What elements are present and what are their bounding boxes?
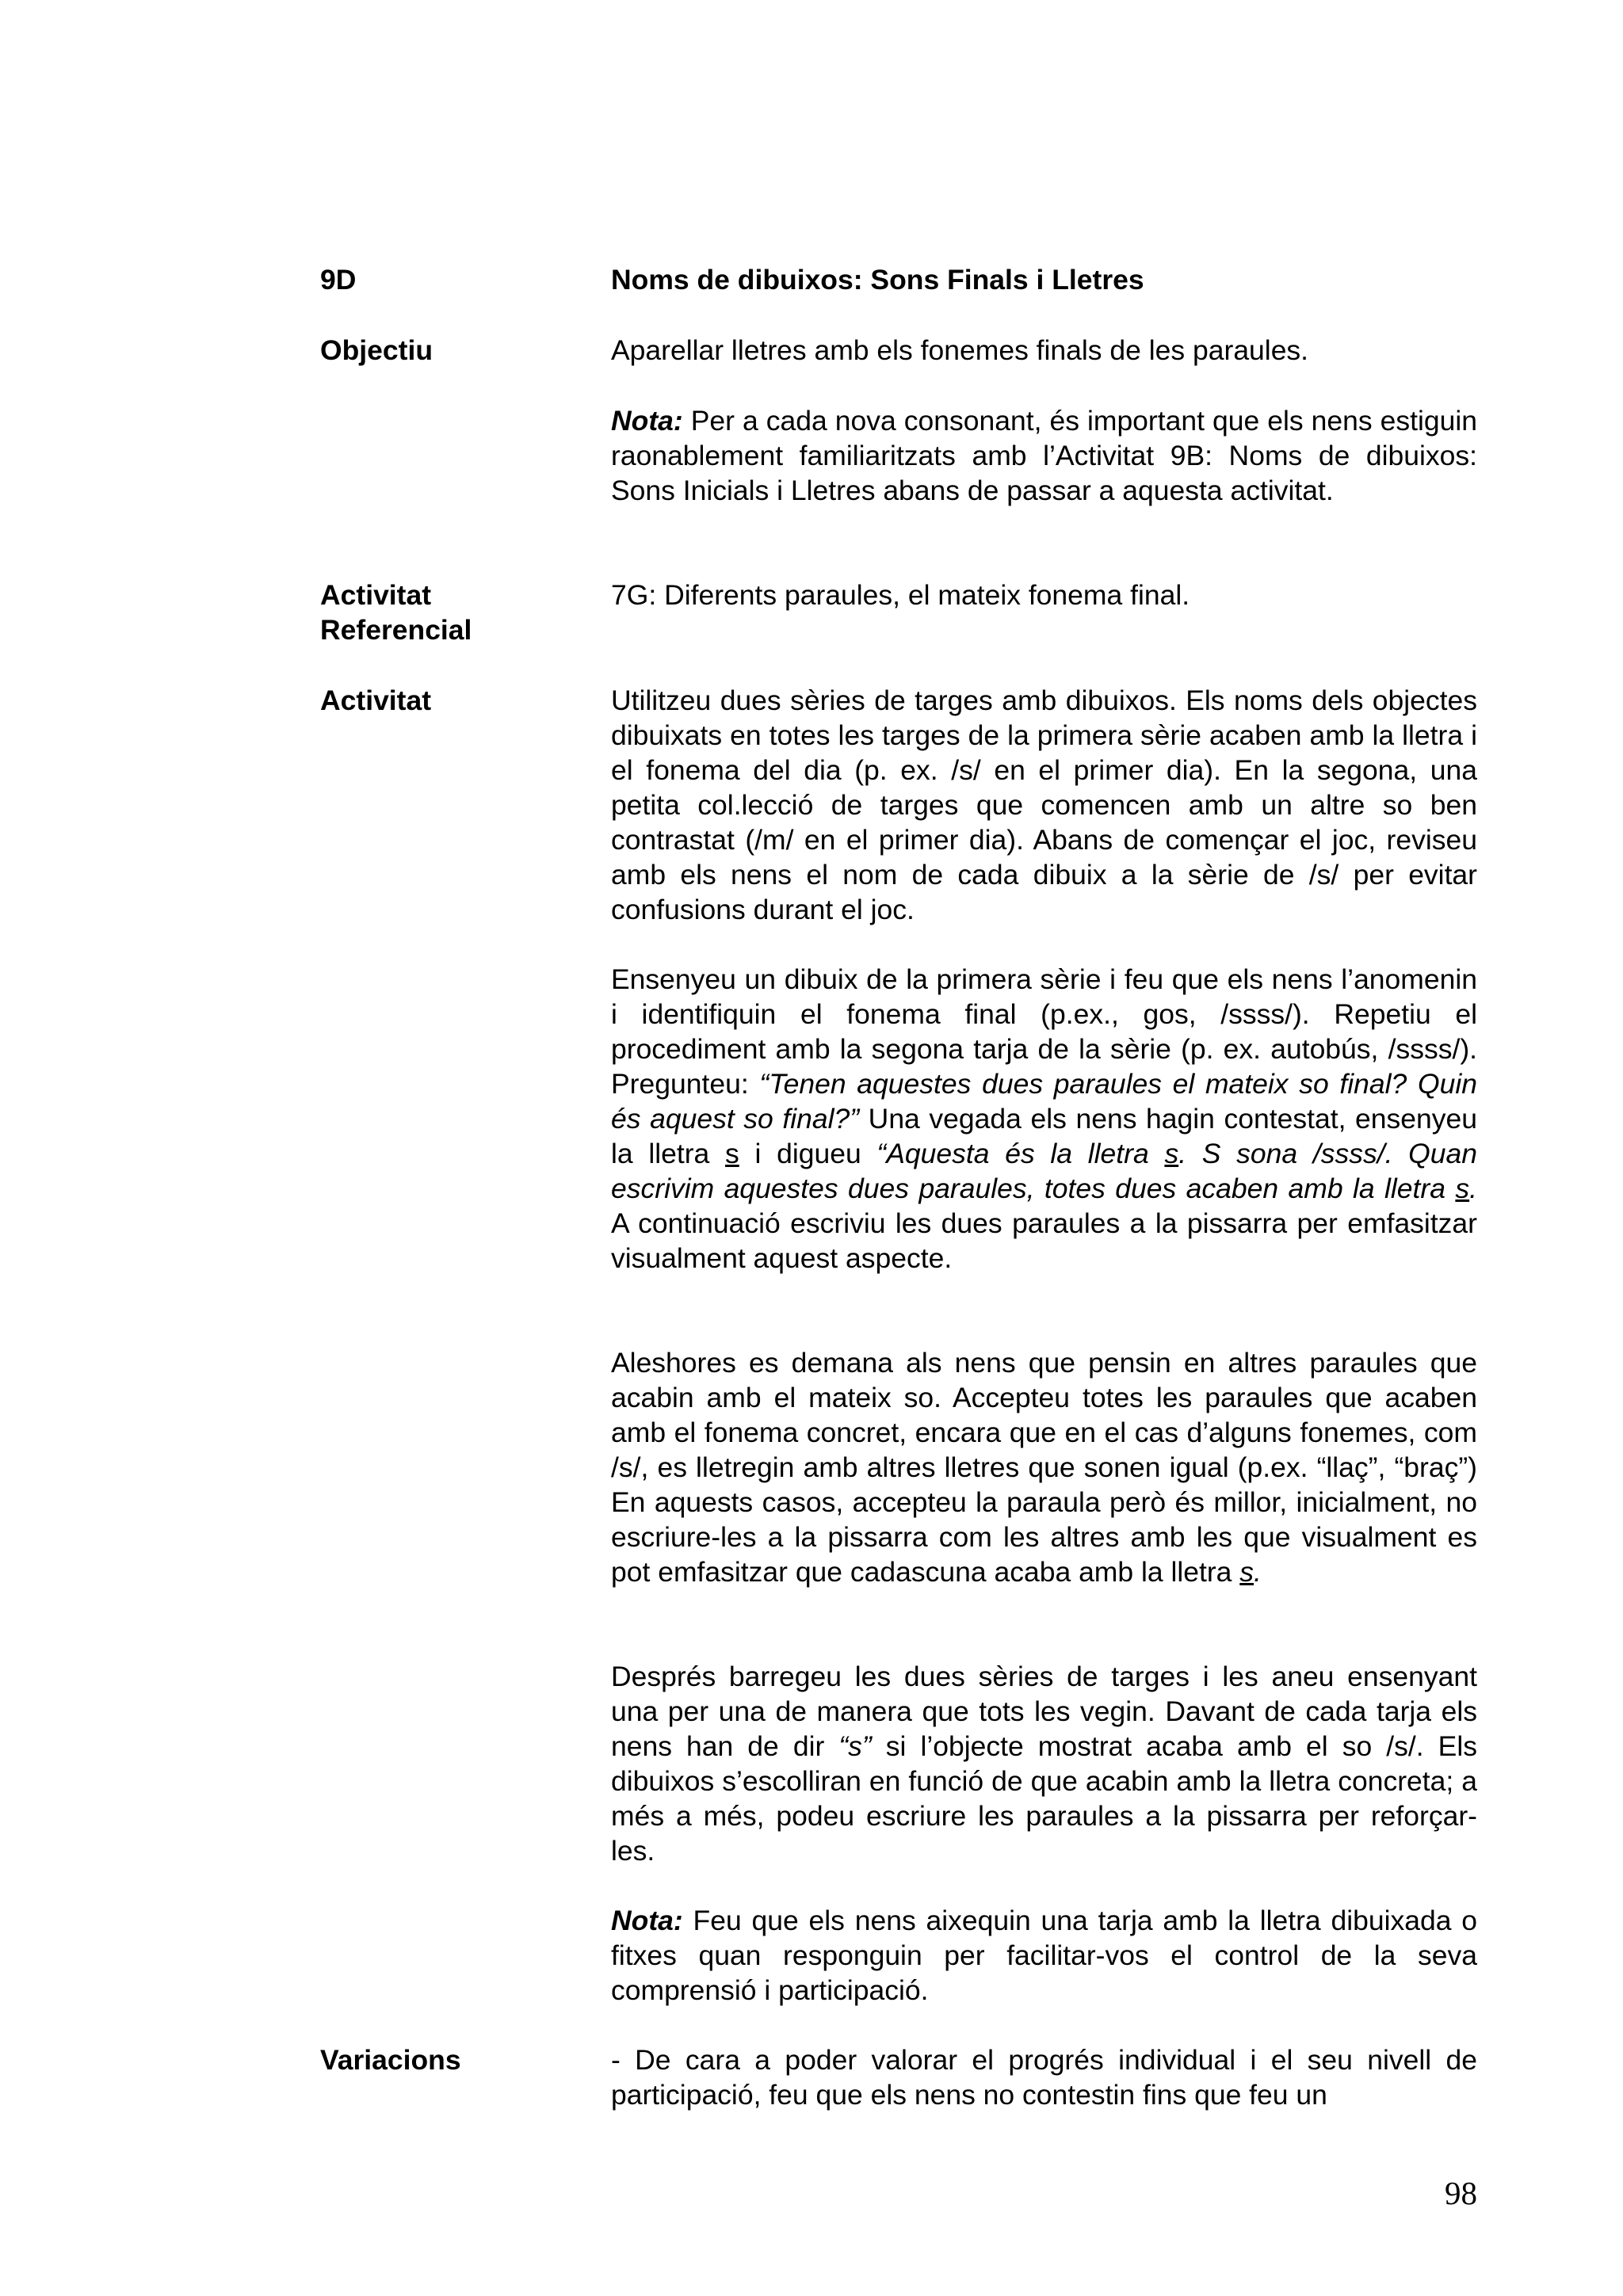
section-code: 9D [320,264,357,296]
label-activitat: Activitat [320,685,432,716]
p4-text-c: si l’objecte mostrat acaba amb el so /s/. Els dibuixos s’escolliran en funció de que acabin amb la lletra concreta; a més a més, podeu escriure les paraules a la pissarra per reforçar-les. [611,1730,1477,1867]
activitat-paragraph-3 [611,1345,1477,1589]
p2-quote-end: . [1469,1173,1477,1204]
activitat-p1-text: Utilitzeu dues sèries de targes amb dibuixos. Els noms dels objectes dibuixats en totes les targes de la primera sèrie acaben amb la lletra i el fonema del dia (p. ex. /s/ en el primer dia). En la segona, una petita col.lecció de targes que comencen amb un altre so ben contrastat (/m/ en el primer dia). Abans de començar el joc, reviseu amb els nens el nom de cada dibuix a la sèrie de /s/ per evitar confusions durant el joc. [611,685,1477,925]
p2-letter-s: s [725,1138,739,1169]
p2-quote-letter-s: s [1164,1138,1179,1169]
activitat-nota [611,1903,1477,2008]
activitat-nota-label: Nota: [611,1905,683,1936]
p2-text-e: i digueu [739,1138,877,1169]
section-title: Noms de dibuixos: Sons Finals i Lletres [611,264,1144,296]
p4-text-a: Després barregeu les dues sèries de targes i les aneu ensenyant una per una de manera que tots les vegin. Davant de cada tarja els nens han de dir [611,1661,1477,1762]
p2-text-a: Ensenyeu un dibuix de la primera sèrie i feu que els nens l’anomenin i identifiquin el fonema final (p.ex., gos, /ssss/). Repetiu el procediment amb la segona tarja de la sèrie (p. ex. autobús, /ssss/). Pregunteu: [611,963,1477,1100]
nota-text: Per a cada nova consonant, és important que els nens estiguin raonablement familiaritzats amb l’Activitat 9B: Noms de dibuixos: Sons Inicials i Lletres abans de passar a aquesta activitat. [611,405,1477,506]
p2-quote-start: “Aquesta és la lletra [876,1138,1165,1169]
variacions-paragraph: - De cara a poder valorar el progrés individual i el seu nivell de participació, feu que els nens no contestin fins que feu un [611,2044,1477,2111]
label-activitat-referencial [320,578,582,647]
p2-quote-question: “Tenen aquestes dues paraules el mateix so final? Quin és aquest so final?” [611,1068,1477,1135]
label-variacions: Variacions [320,2044,461,2076]
p3-text-a: Aleshores es demana als nens que pensin en altres paraules que acabin amb el mateix so. Accepteu totes les paraules que acaben amb el fonema concret, encara que en el cas d’alguns fonemes, com /s/, es lletregin amb altres lletres que sonen igual (p.ex. “llaç”, “braç”) En aquests casos, accepteu la paraula però és millor, inicialment, no escriure-les a la pissarra com les altres amb les que visualment es pot emfasitzar que cadascuna acaba amb la lletra [611,1347,1477,1588]
label-activitat-referencial-line1: Activitat [320,579,432,611]
p3-letter-s: s [1239,1556,1254,1588]
activitat-nota-text: Feu que els nens aixequin una tarja amb la lletra dibuixada o fitxes quan responguin per facilitar-vos el control de la seva comprensió i participació. [611,1905,1477,2006]
p2-text-k: A continuació escriviu les dues paraules a la pissarra per emfasitzar visualment aquest aspecte. [611,1207,1477,1274]
page-number: 98 [1445,2175,1477,2211]
p2-quote-letter-s-2: s [1455,1173,1470,1204]
activitat-paragraph-4 [611,1659,1477,1868]
label-activitat-referencial-line2: Referencial [320,614,472,646]
variacions-text [611,2042,1477,2112]
objectiu-text: Aparellar lletres amb els fonemes finals de les paraules. [611,334,1309,366]
activitat-paragraph-1 [611,683,1477,927]
nota-label: Nota: [611,405,683,437]
activitat-referencial-text: 7G: Diferents paraules, el mateix fonema final. [611,579,1190,611]
label-objectiu: Objectiu [320,334,433,366]
p3-text-c: . [1254,1556,1262,1588]
activitat-paragraph-2 [611,962,1477,1276]
objectiu-nota [611,403,1477,508]
p2-quote-middle: . S sona /ssss/. Quan escrivim aquestes dues paraules, totes dues acaben amb la lletra [611,1138,1478,1204]
p2-text-c: Una vegada els nens hagin contestat, ensenyeu la lletra [611,1103,1477,1169]
p4-quote-s: “s” [838,1730,872,1762]
